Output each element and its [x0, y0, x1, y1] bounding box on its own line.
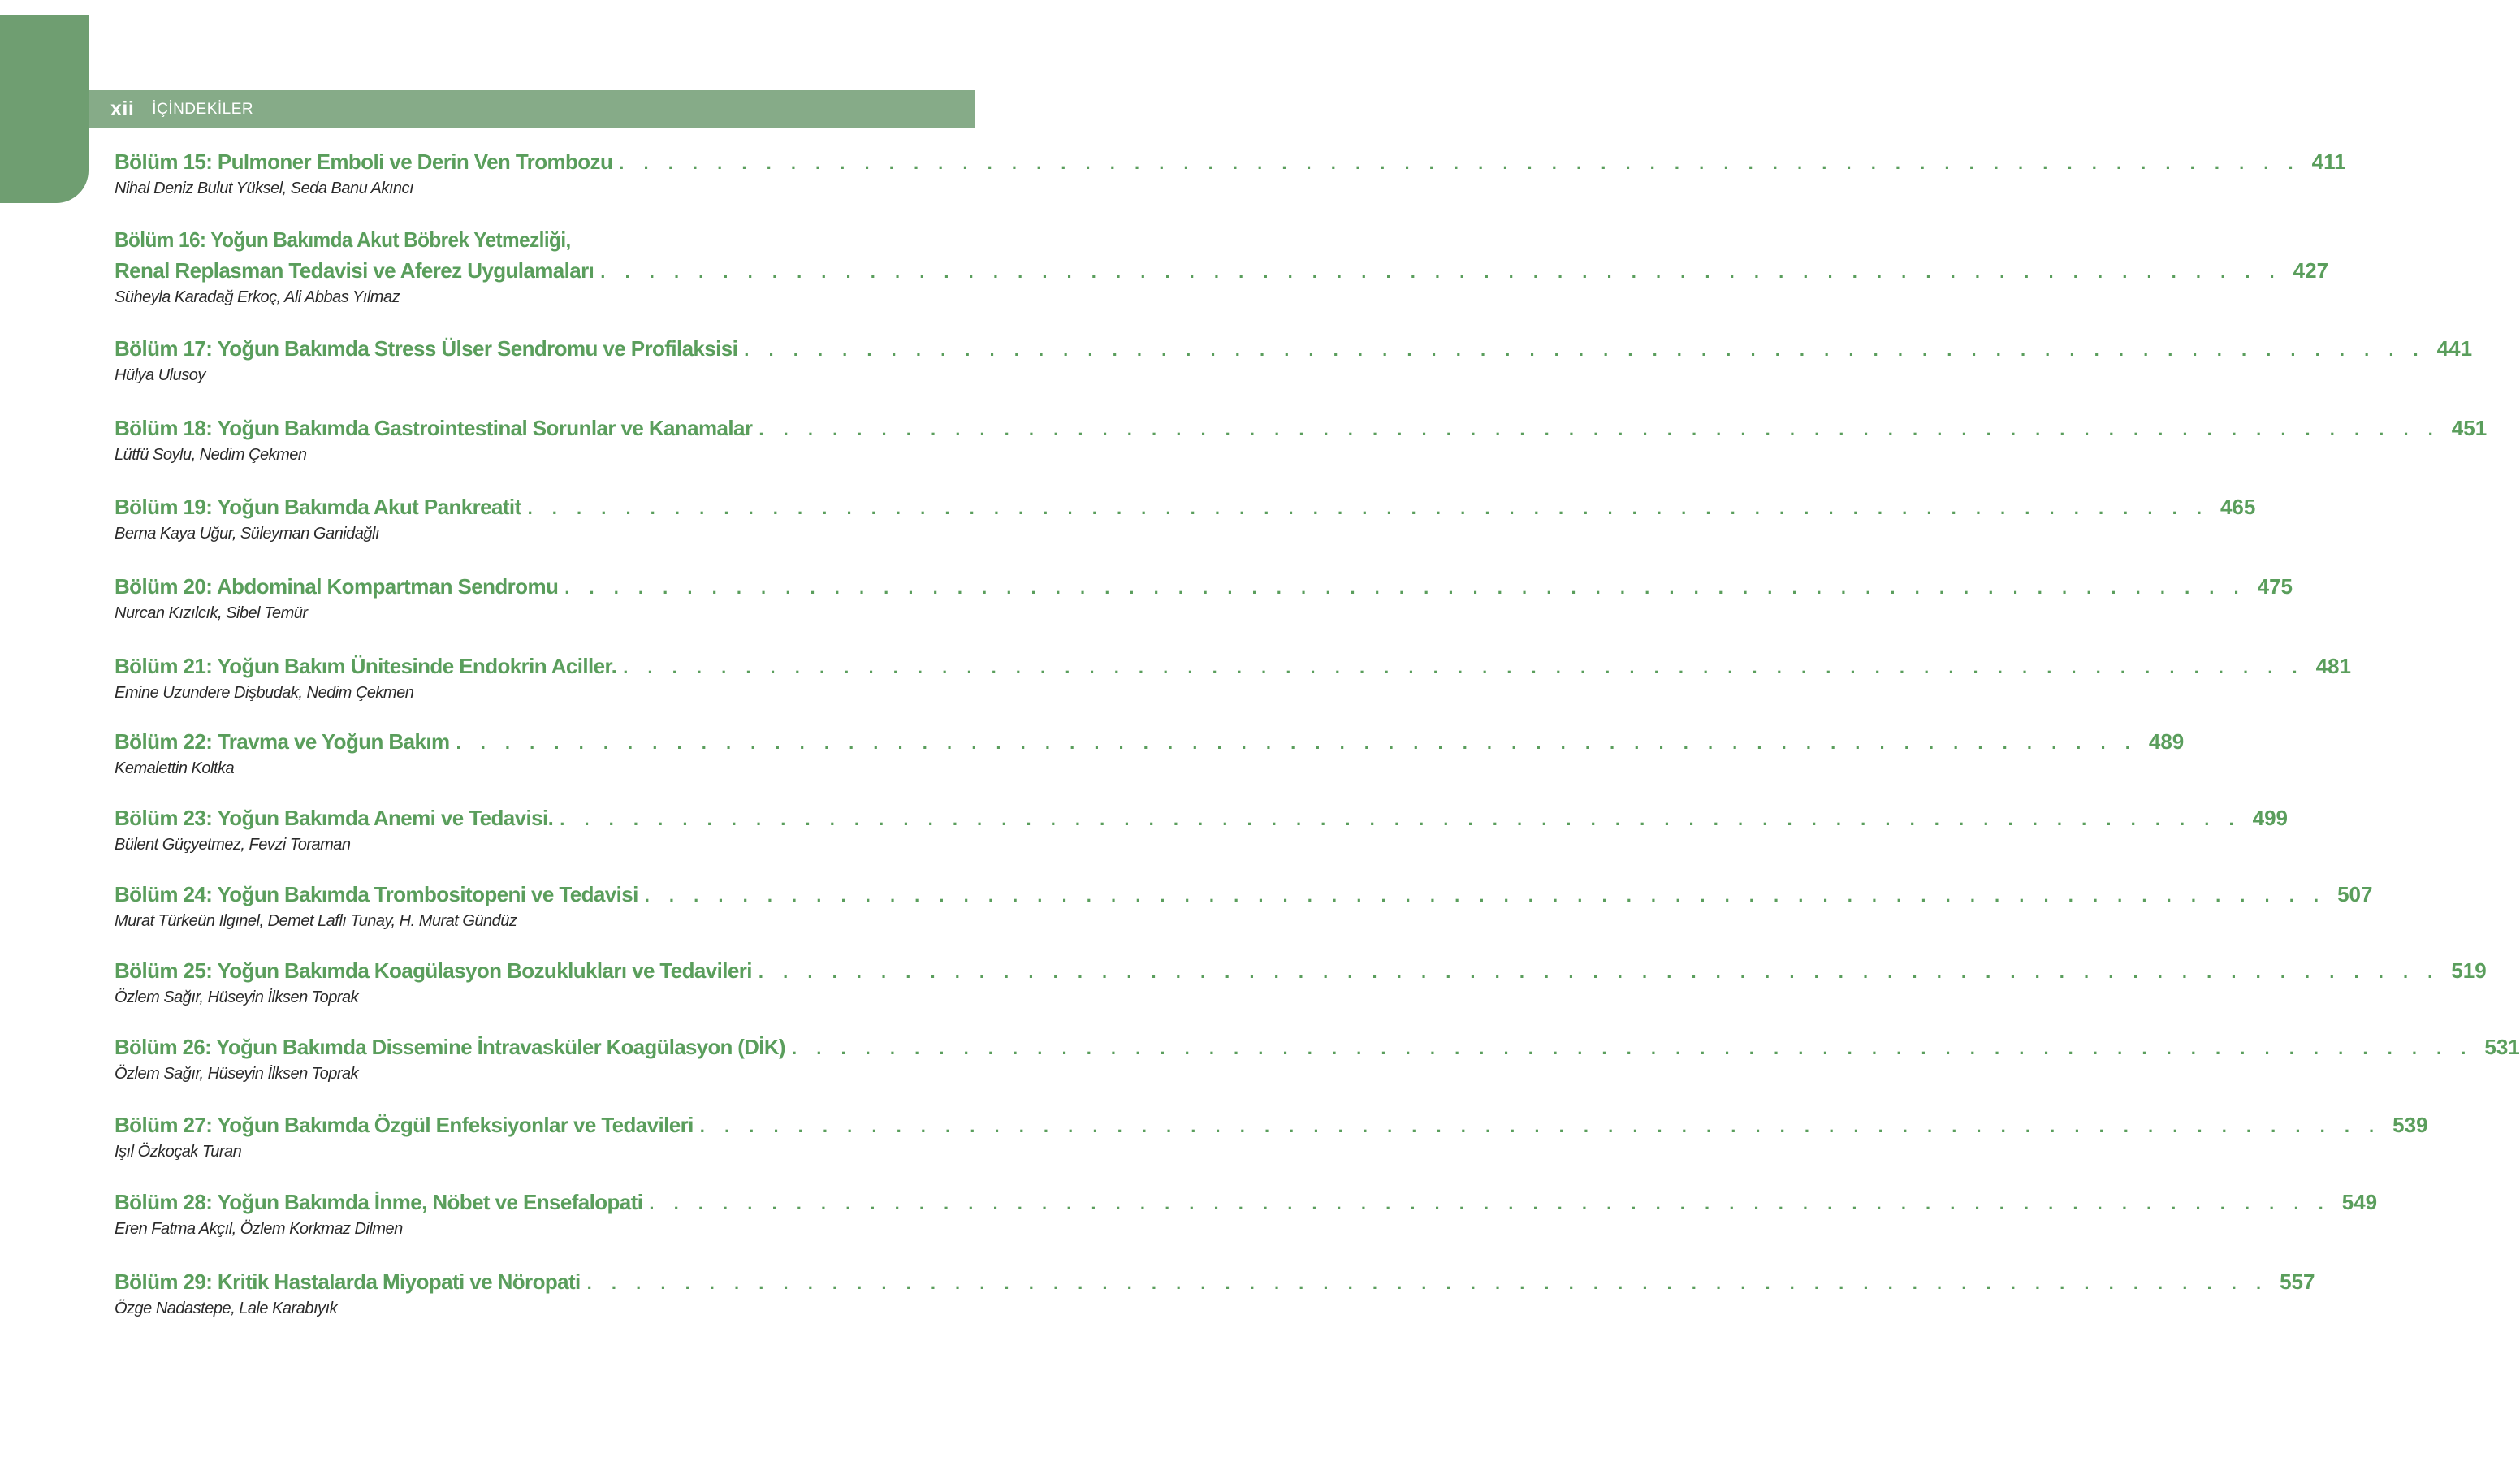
dot-leader: . . . . . . . . . . . . . . . . . . . . . . . . . . . . . . . . . . . . . . . . . . . . . . . . . . . . . . . . . . . . . . . . . . . . . [792, 1038, 2474, 1058]
chapter-page-number[interactable]: 499 [2252, 806, 2288, 830]
dot-leader: . . . . . . . . . . . . . . . . . . . . . . . . . . . . . . . . . . . . . . . . . . . . . . . . . . . . . . . . . . . . . . . . . . . . . [456, 733, 2137, 753]
chapter-authors: Işıl Özkoçak Turan [115, 1143, 242, 1161]
chapter-page-number[interactable]: 549 [2341, 1190, 2378, 1214]
dot-leader: . . . . . . . . . . . . . . . . . . . . . . . . . . . . . . . . . . . . . . . . . . . . . . . . . . . . . . . . . . . . . . . . . . . . . [744, 340, 2426, 360]
dot-leader: . . . . . . . . . . . . . . . . . . . . . . . . . . . . . . . . . . . . . . . . . . . . . . . . . . . . . . . . . . . . . . . . . . . . . [560, 809, 2241, 829]
chapter-page-number[interactable]: 427 [2293, 258, 2329, 283]
chapter-page-number[interactable]: 481 [2315, 654, 2351, 678]
toc-entry-18[interactable] [115, 413, 2488, 466]
running-header [89, 90, 975, 128]
toc-entry-28[interactable] [115, 1187, 2378, 1240]
chapter-title[interactable]: Bölüm 27: Yoğun Bakımda Özgül Enfeksiyonlar ve Tedavileri [115, 1113, 694, 1137]
chapter-page-number[interactable]: 539 [2392, 1113, 2428, 1137]
section-title: İÇİNDEKİLER [152, 100, 254, 118]
chapter-page-number[interactable]: 441 [2436, 336, 2473, 361]
chapter-title[interactable]: Bölüm 22: Travma ve Yoğun Bakım [115, 729, 450, 754]
chapter-authors: Özlem Sağır, Hüseyin İlksen Toprak [115, 988, 359, 1006]
chapter-authors: Hülya Ulusoy [115, 366, 205, 384]
chapter-page-number[interactable]: 475 [2257, 574, 2293, 599]
toc-entry-27[interactable] [115, 1109, 2428, 1163]
toc-title-row[interactable] [115, 1032, 2520, 1062]
dot-leader: . . . . . . . . . . . . . . . . . . . . . . . . . . . . . . . . . . . . . . . . . . . . . . . . . . . . . . . . . . . . . . . . . . . . . [699, 1116, 2382, 1136]
chapter-page-number[interactable]: 411 [2311, 149, 2346, 174]
toc-title-row[interactable] [115, 571, 2293, 602]
chapter-authors: Berna Kaya Uğur, Süleyman Ganidağlı [115, 525, 380, 543]
toc-entry-16[interactable] [115, 224, 2329, 309]
chapter-title[interactable]: Bölüm 18: Yoğun Bakımda Gastrointestinal Sorunlar ve Kanamalar [115, 416, 753, 440]
chapter-page-number[interactable]: 489 [2148, 729, 2185, 754]
page-number: xii [110, 97, 135, 120]
chapter-title[interactable]: Bölüm 23: Yoğun Bakımda Anemi ve Tedavisi. [115, 806, 554, 830]
chapter-title[interactable]: Bölüm 21: Yoğun Bakım Ünitesinde Endokrin Aciller. [115, 654, 617, 678]
chapter-authors: Özge Nadastepe, Lale Karabıyık [115, 1300, 338, 1317]
chapter-title[interactable]: Bölüm 28: Yoğun Bakımda İnme, Nöbet ve Ensefalopati [115, 1190, 643, 1214]
dot-leader: . . . . . . . . . . . . . . . . . . . . . . . . . . . . . . . . . . . . . . . . . . . . . . . . . . . . . . . . . . . . . . . . . . . . . [564, 577, 2246, 598]
toc-entry-24[interactable] [115, 879, 2373, 932]
toc-entry-15[interactable] [115, 146, 2346, 200]
page-corner-tab [0, 15, 89, 203]
dot-leader: . . . . . . . . . . . . . . . . . . . . . . . . . . . . . . . . . . . . . . . . . . . . . . . . . . . . . . . . . . . . . . . . . . . . . [644, 885, 2327, 906]
chapter-authors: Özlem Sağır, Hüseyin İlksen Toprak [115, 1065, 359, 1083]
chapter-title[interactable]: Bölüm 29: Kritik Hastalarda Miyopati ve Nöropati [115, 1270, 581, 1294]
toc-title-row[interactable] [115, 333, 2473, 364]
toc-title-row[interactable] [115, 651, 2351, 681]
chapter-authors: Kemalettin Koltka [115, 759, 235, 777]
dot-leader: . . . . . . . . . . . . . . . . . . . . . . . . . . . . . . . . . . . . . . . . . . . . . . . . . . . . . . . . . . . . . . . . . . . . . [649, 1193, 2331, 1213]
chapter-page-number[interactable]: 507 [2337, 882, 2373, 906]
chapter-page-number[interactable]: 519 [2451, 958, 2487, 983]
toc-entry-19[interactable] [115, 491, 2256, 545]
toc-title-row[interactable] [115, 1266, 2315, 1297]
chapter-title-line1[interactable]: Bölüm 16: Yoğun Bakımda Akut Böbrek Yetmezliği, [115, 227, 571, 252]
chapter-authors: Emine Uzundere Dişbudak, Nedim Çekmen [115, 684, 414, 702]
chapter-page-number[interactable]: 557 [2280, 1270, 2315, 1294]
toc-entry-17[interactable] [115, 333, 2473, 387]
chapter-page-number[interactable]: 451 [2451, 416, 2488, 440]
toc-title-row[interactable] [115, 879, 2373, 910]
chapter-authors: Lütfü Soylu, Nedim Çekmen [115, 446, 307, 464]
chapter-title[interactable]: Bölüm 24: Yoğun Bakımda Trombositopeni ve Tedavisi [115, 882, 638, 906]
toc-title-row[interactable] [115, 255, 2329, 286]
toc-entry-20[interactable] [115, 571, 2293, 625]
toc-title-row[interactable] [115, 1109, 2428, 1140]
chapter-title[interactable]: Bölüm 26: Yoğun Bakımda Dissemine İntravasküler Koagülasyon (DİK) [115, 1035, 785, 1059]
toc-entry-26[interactable] [115, 1032, 2520, 1085]
toc-entry-25[interactable] [115, 955, 2487, 1009]
chapter-title[interactable]: Bölüm 19: Yoğun Bakımda Akut Pankreatit [115, 495, 521, 519]
chapter-title[interactable]: Bölüm 17: Yoğun Bakımda Stress Ülser Sendromu ve Profilaksisi [115, 336, 738, 361]
toc-title-row[interactable] [115, 1187, 2378, 1218]
dot-leader: . . . . . . . . . . . . . . . . . . . . . . . . . . . . . . . . . . . . . . . . . . . . . . . . . . . . . . . . . . . . . . . . . . . . . [586, 1273, 2269, 1293]
chapter-title[interactable]: Renal Replasman Tedavisi ve Aferez Uygulamaları [115, 258, 594, 283]
toc-title-row[interactable] [115, 413, 2488, 443]
chapter-authors: Nurcan Kızılcık, Sibel Temür [115, 604, 308, 622]
chapter-authors: Murat Türkeün Ilgınel, Demet Laflı Tunay, H. Murat Gündüz [115, 912, 517, 930]
dot-leader: . . . . . . . . . . . . . . . . . . . . . . . . . . . . . . . . . . . . . . . . . . . . . . . . . . . . . . . . . . . . . . . . . . . . . [527, 498, 2209, 518]
chapter-authors: Nihal Deniz Bulut Yüksel, Seda Banu Akıncı [115, 180, 414, 197]
toc-entry-22[interactable] [115, 726, 2185, 780]
toc-title-row[interactable] [115, 146, 2346, 177]
dot-leader: . . . . . . . . . . . . . . . . . . . . . . . . . . . . . . . . . . . . . . . . . . . . . . . . . . . . . . . . . . . . . . . . . . . . . [759, 419, 2440, 439]
chapter-authors: Bülent Güçyetmez, Fevzi Toraman [115, 836, 351, 854]
chapter-page-number[interactable]: 531 [2484, 1035, 2520, 1059]
toc-title-row[interactable] [115, 491, 2256, 522]
toc-title-row[interactable] [115, 955, 2487, 986]
toc-title-row[interactable] [115, 726, 2185, 757]
chapter-title[interactable]: Bölüm 25: Yoğun Bakımda Koagülasyon Bozuklukları ve Tedavileri [115, 958, 752, 983]
chapter-title[interactable]: Bölüm 20: Abdominal Kompartman Sendromu [115, 574, 559, 599]
toc-entry-23[interactable] [115, 802, 2288, 856]
dot-leader: . . . . . . . . . . . . . . . . . . . . . . . . . . . . . . . . . . . . . . . . . . . . . . . . . . . . . . . . . . . . . . . . . . . . . [623, 657, 2305, 677]
chapter-authors: Eren Fatma Akçıl, Özlem Korkmaz Dilmen [115, 1220, 403, 1238]
chapter-title[interactable]: Bölüm 15: Pulmoner Emboli ve Derin Ven Trombozu [115, 149, 613, 174]
toc-entry-29[interactable] [115, 1266, 2315, 1320]
dot-leader: . . . . . . . . . . . . . . . . . . . . . . . . . . . . . . . . . . . . . . . . . . . . . . . . . . . . . . . . . . . . . . . . . . . . . [600, 262, 2282, 282]
dot-leader: . . . . . . . . . . . . . . . . . . . . . . . . . . . . . . . . . . . . . . . . . . . . . . . . . . . . . . . . . . . . . . . . . . . . . [758, 962, 2440, 982]
toc-entry-21[interactable] [115, 651, 2351, 704]
chapter-authors: Süheyla Karadağ Erkoç, Ali Abbas Yılmaz [115, 288, 400, 306]
chapter-page-number[interactable]: 465 [2220, 495, 2256, 519]
dot-leader: . . . . . . . . . . . . . . . . . . . . . . . . . . . . . . . . . . . . . . . . . . . . . . . . . . . . . . . . . . . . . . . . . . . . . [619, 153, 2301, 173]
toc-title-row[interactable] [115, 802, 2288, 833]
